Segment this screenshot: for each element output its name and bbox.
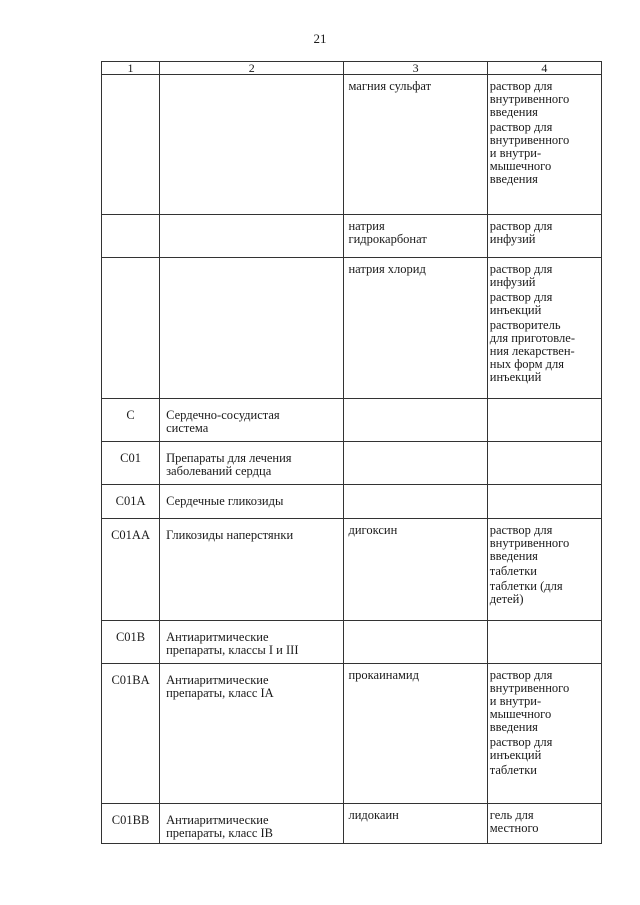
- atc-code-cell: [102, 258, 160, 399]
- drug-name-cell: магния сульфат: [344, 75, 487, 215]
- dosage-form: раствор для инфузий: [489, 262, 553, 289]
- anatomical-group-cell: Антиаритмические препараты, классы I и III: [160, 621, 344, 664]
- table-header-row: [102, 62, 602, 75]
- drug-name-cell: натрия гидрокарбонат: [344, 215, 487, 258]
- dosage-forms-cell: [487, 215, 601, 258]
- table-row: [102, 75, 602, 215]
- drug-list-table: [101, 61, 602, 844]
- page-number: 21: [313, 31, 327, 46]
- dosage-forms-cell: [487, 258, 601, 399]
- dosage-form: раствор для внутривенного и внутри- мышечного введения: [489, 668, 570, 734]
- anatomical-group-cell: [160, 215, 344, 258]
- dosage-form: раствор для внутривенного и внутри- мышечного введения: [489, 120, 570, 186]
- anatomical-group-cell: Сердечные гликозиды: [160, 485, 344, 519]
- column-number-2: 2: [160, 62, 344, 75]
- anatomical-group-cell: Антиаритмические препараты, класс IB: [160, 804, 344, 844]
- table-row: [102, 621, 602, 664]
- dosage-forms-cell: [487, 75, 601, 215]
- drug-name-cell: прокаинамид: [344, 664, 487, 804]
- column-number-4: 4: [487, 62, 601, 75]
- atc-code-cell: [102, 75, 160, 215]
- anatomical-group-cell: Гликозиды наперстянки: [160, 519, 344, 621]
- table-body: [102, 75, 602, 844]
- atc-code-cell: C01B: [102, 621, 160, 664]
- drug-name-cell: [344, 399, 487, 442]
- table-row: [102, 804, 602, 844]
- dosage-form: растворитель для приготовле- ния лекарствен- ных форм для инъекций: [489, 318, 575, 384]
- dosage-forms-cell: [487, 399, 601, 442]
- table-row: [102, 215, 602, 258]
- column-number-1: 1: [102, 62, 160, 75]
- atc-code-cell: C01BB: [102, 804, 160, 844]
- dosage-form: раствор для инъекций: [489, 290, 553, 317]
- anatomical-group-cell: [160, 75, 344, 215]
- dosage-forms-cell: [487, 519, 601, 621]
- dosage-form: таблетки (для детей): [489, 579, 563, 606]
- drug-name-cell: дигоксин: [344, 519, 487, 621]
- drug-name-cell: [344, 442, 487, 485]
- dosage-form: гель для местного: [489, 808, 539, 835]
- dosage-forms-cell: [487, 485, 601, 519]
- anatomical-group-cell: [160, 258, 344, 399]
- dosage-forms-cell: [487, 621, 601, 664]
- dosage-form: раствор для внутривенного введения: [489, 523, 570, 563]
- atc-code-cell: C: [102, 399, 160, 442]
- dosage-form: раствор для внутривенного введения: [489, 79, 570, 119]
- atc-code-cell: C01AA: [102, 519, 160, 621]
- drug-name-cell: [344, 621, 487, 664]
- dosage-forms-cell: [487, 442, 601, 485]
- table-row: [102, 664, 602, 804]
- drug-name-cell: [344, 485, 487, 519]
- dosage-form: раствор для инъекций: [489, 735, 553, 762]
- table-row: [102, 442, 602, 485]
- column-number-3: 3: [344, 62, 487, 75]
- dosage-forms-cell: [487, 804, 601, 844]
- drug-name-cell: натрия хлорид: [344, 258, 487, 399]
- atc-code-cell: [102, 215, 160, 258]
- table-row: [102, 519, 602, 621]
- atc-code-cell: C01A: [102, 485, 160, 519]
- anatomical-group-cell: Антиаритмические препараты, класс IA: [160, 664, 344, 804]
- drug-name-cell: лидокаин: [344, 804, 487, 844]
- table-row: [102, 399, 602, 442]
- table-row: [102, 258, 602, 399]
- table-row: [102, 485, 602, 519]
- dosage-form: таблетки: [489, 564, 537, 578]
- atc-code-cell: C01: [102, 442, 160, 485]
- dosage-form: таблетки: [489, 763, 537, 777]
- anatomical-group-cell: Препараты для лечения заболеваний сердца: [160, 442, 344, 485]
- anatomical-group-cell: Сердечно-сосудистая система: [160, 399, 344, 442]
- dosage-forms-cell: [487, 664, 601, 804]
- dosage-form: раствор для инфузий: [489, 219, 553, 246]
- atc-code-cell: C01BA: [102, 664, 160, 804]
